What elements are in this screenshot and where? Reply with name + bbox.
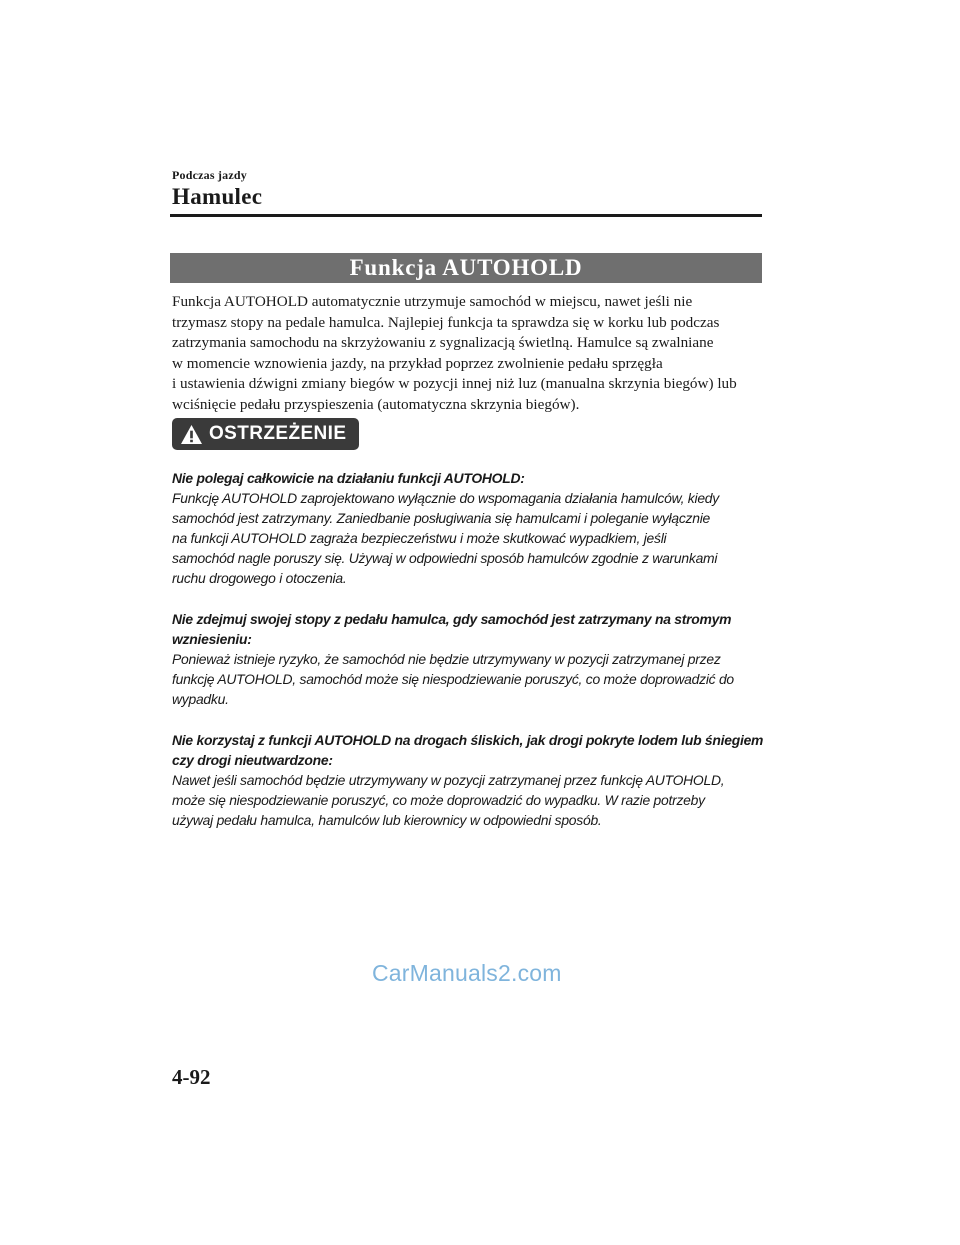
warning-label: OSTRZEŻENIE	[209, 423, 347, 444]
chapter-rule	[170, 214, 762, 217]
intro-line: zatrzymania samochodu na skrzyżowaniu z sygnalizacją świetlną. Hamulce są zwalniane	[172, 334, 714, 351]
section-title-banner: Funkcja AUTOHOLD	[170, 253, 762, 283]
intro-line: Funkcja AUTOHOLD automatycznie utrzymuje samochód w miejscu, nawet jeśli nie	[172, 293, 693, 310]
warning-item	[172, 609, 772, 709]
intro-line: i ustawienia dźwigni zmiany biegów w pozycji innej niż luz (manualna skrzynia biegów) lub	[172, 375, 737, 392]
intro-paragraph	[172, 292, 772, 415]
watermark: CarManuals2.com	[372, 960, 562, 986]
warning-body-line: wypadku.	[172, 691, 229, 707]
warning-body-line: ruchu drogowego i otoczenia.	[172, 570, 347, 586]
chapter-title: Hamulec	[172, 184, 263, 209]
warning-heading: Nie korzystaj z funkcji AUTOHOLD na drogach śliskich, jak drogi pokryte lodem lub śniegiem	[172, 732, 764, 748]
warning-heading: Nie polegaj całkowicie na działaniu funkcji AUTOHOLD:	[172, 470, 525, 486]
warning-body-line: samochód jest zatrzymany. Zaniedbanie posługiwania się hamulcami i poleganie wyłącznie	[172, 510, 711, 526]
warning-item	[172, 730, 772, 830]
intro-line: wciśnięcie pedału przyspieszenia (automatyczna skrzynia biegów).	[172, 395, 580, 413]
warning-body-line: samochód nagle poruszy się. Używaj w odpowiedni sposób hamulców zgodnie z warunkami	[172, 550, 718, 566]
warning-heading: czy drogi nieutwardzone:	[172, 752, 333, 768]
warning-triangle-icon	[180, 424, 203, 445]
page-number: 4-92	[172, 1065, 211, 1089]
warning-body-line: używaj pedału hamulca, hamulców lub kierownicy w odpowiedni sposób.	[172, 812, 602, 828]
warning-heading: wzniesieniu:	[172, 631, 252, 647]
warning-badge	[172, 418, 359, 450]
warning-body-line: Funkcję AUTOHOLD zaprojektowano wyłącznie do wspomagania działania hamulców, kiedy	[172, 490, 719, 506]
breadcrumb: Podczas jazdy	[172, 168, 247, 182]
warning-body-line: może się niespodziewanie poruszyć, co może doprowadzić do wypadku. W razie potrzeby	[172, 792, 705, 808]
warning-body-line: funkcję AUTOHOLD, samochód może się niespodziewanie poruszyć, co może doprowadzić do	[172, 671, 734, 687]
warning-heading: Nie zdejmuj swojej stopy z pedału hamulca, gdy samochód jest zatrzymany na stromym	[172, 611, 732, 627]
warning-list	[172, 468, 772, 851]
warning-body-line: na funkcji AUTOHOLD zagraża bezpieczeństwu i może skutkować wypadkiem, jeśli	[172, 530, 667, 546]
warning-body-line: Ponieważ istnieje ryzyko, że samochód nie będzie utrzymywany w pozycji zatrzymanej przez	[172, 651, 721, 667]
warning-item	[172, 468, 772, 588]
warning-body-line: Nawet jeśli samochód będzie utrzymywany w pozycji zatrzymanej przez funkcję AUTOHOLD,	[172, 772, 725, 788]
intro-line: trzymasz stopy na pedale hamulca. Najlepiej funkcja ta sprawdza się w korku lub podczas	[172, 313, 720, 331]
intro-line: w momencie wznowienia jazdy, na przykład poprzez zwolnienie pedału sprzęgła	[172, 354, 663, 372]
